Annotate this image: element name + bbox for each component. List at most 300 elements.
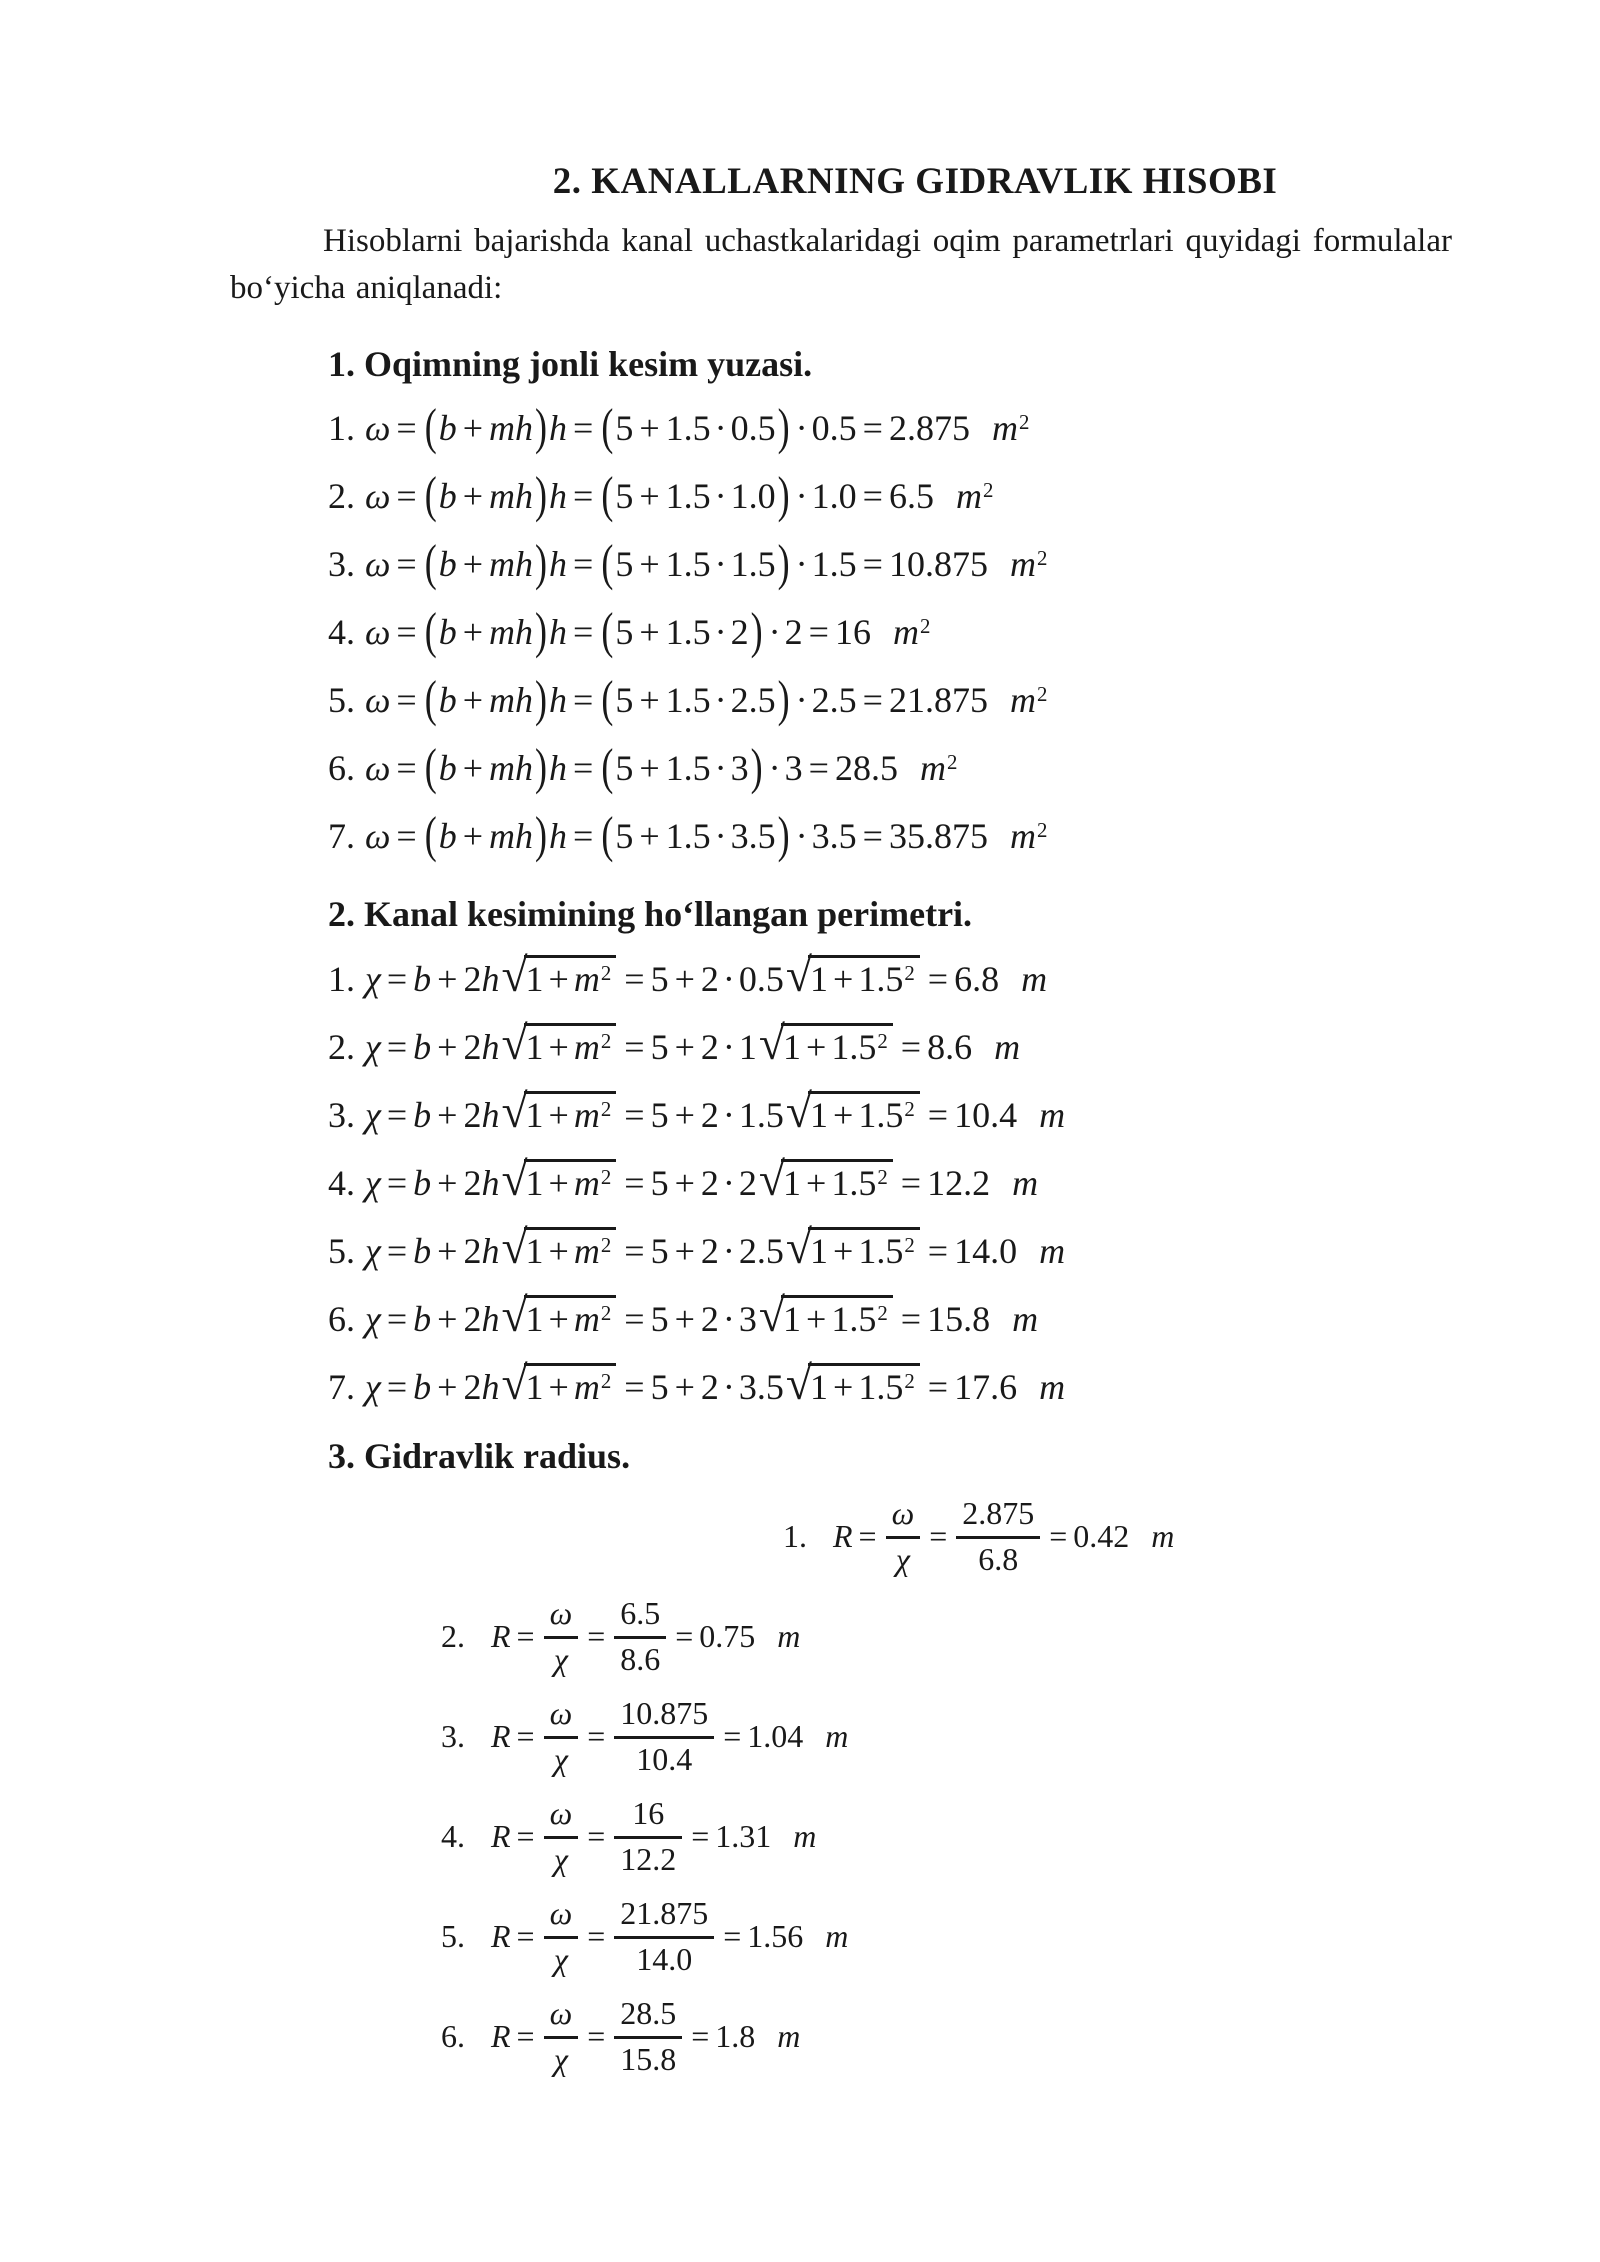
- equals-sign: =: [808, 612, 829, 652]
- plus-sign: +: [462, 748, 484, 788]
- equals-sign: =: [691, 1818, 710, 1854]
- result-value: 10.4: [954, 1095, 1018, 1135]
- depth-value: 3: [784, 748, 803, 788]
- result-value: 15.8: [927, 1299, 991, 1339]
- item-number: 3.: [328, 1095, 355, 1135]
- slope-value: 1.5: [831, 1163, 877, 1203]
- equals-sign: =: [858, 1518, 877, 1554]
- multiply-dot: ·: [722, 1095, 735, 1135]
- equals-sign: =: [396, 476, 417, 516]
- number-one: 1: [810, 1367, 828, 1407]
- result-value: 2.875: [888, 408, 970, 448]
- close-paren: ): [777, 806, 790, 863]
- equals-sign: =: [587, 1618, 606, 1654]
- var-R: R: [491, 1918, 511, 1954]
- unit-m: m: [1012, 1299, 1039, 1339]
- equals-sign: =: [386, 959, 408, 999]
- depth-value: 3.5: [811, 816, 857, 856]
- section-heading: 3. Gidravlik radius.: [328, 1436, 631, 1476]
- number-slope: 1.5: [665, 612, 711, 652]
- radicand: [781, 1023, 893, 1069]
- var-m: m: [573, 1027, 600, 1067]
- plus-sign: +: [639, 680, 660, 720]
- fraction-omega-chi: [544, 1696, 579, 1776]
- formula-item: [441, 1986, 1600, 2086]
- formula-item: [328, 1350, 1600, 1418]
- fraction-numerator: ω: [544, 1596, 579, 1638]
- superscript: 2: [600, 1164, 612, 1189]
- multiply-dot: ·: [795, 544, 808, 584]
- formula-item: [328, 734, 1600, 802]
- item-number: 2.: [328, 476, 355, 516]
- equals-sign: =: [929, 1518, 948, 1554]
- var-h: h: [549, 476, 568, 516]
- var-mh: mh: [489, 476, 534, 516]
- intro-paragraph: Hisoblarni bajarishda kanal uchastkalaridagi oqim parametrlari quyidagi formulalar bo‘yicha aniqlanadi:: [230, 223, 1452, 306]
- equals-sign: =: [862, 544, 883, 584]
- radical-sign: √: [785, 1222, 812, 1274]
- slope-value: 1.5: [858, 959, 904, 999]
- number-one: 1: [525, 1231, 544, 1271]
- number-one: 1: [810, 1231, 828, 1271]
- plus-sign: +: [674, 1231, 695, 1271]
- var-omega: ω: [365, 408, 391, 448]
- var-m: m: [573, 1163, 600, 1203]
- open-paren: (: [601, 466, 614, 523]
- var-h: h: [481, 1027, 500, 1067]
- number-base: 5: [650, 1299, 669, 1339]
- multiply-dot: ·: [714, 544, 727, 584]
- square-root: [501, 1222, 616, 1274]
- item-number: 3.: [441, 1718, 465, 1754]
- superscript: 2: [904, 1232, 915, 1257]
- multiply-dot: ·: [714, 408, 727, 448]
- equals-sign: =: [691, 2018, 710, 2054]
- slope-value: 1.5: [858, 1367, 904, 1407]
- square-root: [501, 1018, 616, 1070]
- fraction-denominator: 10.4: [636, 1740, 693, 1777]
- fraction-denominator: 15.8: [620, 2040, 677, 2077]
- var-omega: ω: [365, 612, 391, 652]
- equals-sign: =: [573, 612, 594, 652]
- plus-sign: +: [639, 408, 660, 448]
- equals-sign: =: [862, 408, 883, 448]
- fraction-numerator: ω: [544, 1896, 579, 1938]
- number-base: 5: [615, 544, 634, 584]
- square-root: [785, 1222, 920, 1274]
- unit-m: m: [825, 1918, 849, 1954]
- formula-item: [328, 1282, 1600, 1350]
- multiply-dot: ·: [722, 959, 735, 999]
- formula-list-chi: [328, 942, 1600, 1418]
- number-two: 2: [700, 1367, 719, 1407]
- plus-sign: +: [437, 1231, 458, 1271]
- var-omega: ω: [365, 544, 391, 584]
- result-value: 1.31: [715, 1818, 772, 1854]
- equals-sign: =: [723, 1718, 742, 1754]
- var-h: h: [481, 1095, 500, 1135]
- number-slope: 1.5: [665, 408, 711, 448]
- number-slope: 1.5: [665, 476, 711, 516]
- result-value: 6.5: [888, 476, 934, 516]
- square-root: [785, 1358, 920, 1410]
- radical-sign: √: [785, 950, 812, 1002]
- var-h: h: [549, 408, 568, 448]
- var-h: h: [481, 1367, 500, 1407]
- var-R: R: [491, 1618, 511, 1654]
- var-mh: mh: [489, 680, 534, 720]
- square-root: [501, 1358, 616, 1410]
- equals-sign: =: [516, 1818, 535, 1854]
- formula-item: [441, 1586, 1600, 1686]
- number-slope: 1.5: [665, 680, 711, 720]
- equals-sign: =: [516, 2018, 535, 2054]
- result-value: 10.875: [888, 544, 988, 584]
- multiply-dot: ·: [768, 748, 781, 788]
- var-b: b: [438, 816, 457, 856]
- fraction-values: [614, 1596, 666, 1676]
- multiply-dot: ·: [714, 476, 727, 516]
- square-root: [501, 1290, 616, 1342]
- var-b: b: [438, 748, 457, 788]
- fraction-numerator: ω: [544, 1996, 579, 2038]
- number-base: 5: [650, 1367, 669, 1407]
- number-two: 2: [463, 959, 482, 999]
- equals-sign: =: [386, 1095, 408, 1135]
- radicand: [524, 1091, 617, 1137]
- superscript: 2: [600, 960, 612, 985]
- equals-sign: =: [386, 1367, 408, 1407]
- open-paren: (: [601, 398, 614, 455]
- result-value: 8.6: [927, 1027, 973, 1067]
- fraction-values: [614, 1796, 682, 1876]
- superscript: 2: [946, 749, 958, 774]
- plus-sign: +: [674, 1095, 695, 1135]
- number-two: 2: [700, 1163, 719, 1203]
- square-root: [785, 1086, 920, 1138]
- equals-sign: =: [396, 408, 417, 448]
- section-heading: 2. Kanal kesimining ho‘llangan perimetri.: [328, 894, 973, 934]
- formula-item: [328, 530, 1600, 598]
- var-h: h: [481, 1163, 500, 1203]
- fraction-denominator: 14.0: [636, 1940, 693, 1977]
- depth-value: 1.5: [738, 1095, 784, 1135]
- equals-sign: =: [900, 1027, 922, 1067]
- close-paren: ): [777, 534, 790, 591]
- formula-item: [441, 1886, 1600, 1986]
- slope-value: 1.5: [831, 1299, 877, 1339]
- var-b: b: [438, 408, 457, 448]
- close-paren: ): [777, 466, 790, 523]
- number-base: 5: [650, 1163, 669, 1203]
- formula-item: [441, 1686, 1600, 1786]
- plus-sign: +: [437, 959, 458, 999]
- radical-sign: √: [501, 1358, 528, 1410]
- depth-value: 0.5: [730, 408, 776, 448]
- fraction-numerator: 6.5: [614, 1596, 666, 1638]
- depth-value: 3: [738, 1299, 757, 1339]
- number-one: 1: [525, 1163, 544, 1203]
- fraction-omega-chi: [544, 1896, 579, 1976]
- var-mh: mh: [489, 612, 534, 652]
- formula-list-omega: [328, 394, 1600, 870]
- var-omega: ω: [365, 816, 391, 856]
- equals-sign: =: [927, 1367, 949, 1407]
- superscript: 2: [877, 1028, 888, 1053]
- var-b: b: [438, 476, 457, 516]
- formula-item: [328, 1078, 1600, 1146]
- plus-sign: +: [548, 1095, 569, 1135]
- number-two: 2: [463, 1027, 482, 1067]
- fraction-omega-chi: [544, 1596, 579, 1676]
- unit-m: m: [777, 1618, 801, 1654]
- superscript: 2: [600, 1028, 612, 1053]
- formula-item: [328, 802, 1600, 870]
- plus-sign: +: [548, 1163, 569, 1203]
- plus-sign: +: [437, 1027, 458, 1067]
- equals-sign: =: [573, 544, 594, 584]
- close-paren: ): [535, 466, 548, 523]
- unit-m: m: [1021, 959, 1048, 999]
- result-value: 1.04: [747, 1718, 804, 1754]
- equals-sign: =: [516, 1718, 535, 1754]
- depth-value: 0.5: [811, 408, 857, 448]
- var-omega: ω: [365, 748, 391, 788]
- plus-sign: +: [462, 544, 484, 584]
- var-m: m: [573, 959, 600, 999]
- result-value: 12.2: [927, 1163, 991, 1203]
- depth-value: 1.5: [730, 544, 776, 584]
- plus-sign: +: [639, 544, 660, 584]
- square-root: [758, 1290, 893, 1342]
- equals-sign: =: [396, 544, 417, 584]
- radical-sign: √: [501, 1154, 528, 1206]
- equals-sign: =: [624, 1027, 645, 1067]
- open-paren: (: [601, 670, 614, 727]
- item-number: 5.: [441, 1918, 465, 1954]
- close-paren: ): [535, 398, 548, 455]
- close-paren: ): [777, 670, 790, 727]
- item-number: 1.: [328, 408, 355, 448]
- superscript: 2: [877, 1300, 888, 1325]
- result-value: 0.75: [699, 1618, 756, 1654]
- item-number: 5.: [328, 680, 355, 720]
- radicand: [524, 1363, 617, 1409]
- number-base: 5: [615, 476, 634, 516]
- number-base: 5: [615, 816, 634, 856]
- fraction-numerator: ω: [886, 1496, 921, 1538]
- plus-sign: +: [462, 612, 484, 652]
- fraction-denominator: 12.2: [620, 1840, 677, 1877]
- var-b: b: [413, 1231, 432, 1271]
- equals-sign: =: [862, 680, 883, 720]
- var-m: m: [573, 1367, 600, 1407]
- unit-m: m: [1009, 816, 1036, 856]
- var-chi: χ: [365, 959, 381, 999]
- fraction-numerator: 21.875: [614, 1896, 714, 1938]
- var-h: h: [481, 959, 500, 999]
- radicand: [808, 1363, 920, 1409]
- number-one: 1: [525, 1095, 544, 1135]
- item-number: 5.: [328, 1231, 355, 1271]
- item-number: 2.: [441, 1618, 465, 1654]
- open-paren: (: [601, 806, 614, 863]
- superscript: 2: [904, 1096, 915, 1121]
- plus-sign: +: [548, 1231, 569, 1271]
- depth-value: 1.0: [730, 476, 776, 516]
- superscript: 2: [877, 1164, 888, 1189]
- plus-sign: +: [462, 476, 484, 516]
- open-paren: (: [601, 534, 614, 591]
- radical-sign: √: [758, 1290, 785, 1342]
- item-number: 4.: [441, 1818, 465, 1854]
- open-paren: (: [424, 670, 437, 727]
- formula-item: [328, 1010, 1600, 1078]
- var-mh: mh: [489, 748, 534, 788]
- var-b: b: [413, 959, 432, 999]
- open-paren: (: [424, 534, 437, 591]
- item-number: 6.: [441, 2018, 465, 2054]
- formula-item: [441, 1786, 1600, 1886]
- var-chi: χ: [365, 1095, 381, 1135]
- equals-sign: =: [386, 1027, 408, 1067]
- fraction-values: [614, 1996, 682, 2076]
- plus-sign: +: [833, 1231, 854, 1271]
- radical-sign: √: [501, 1086, 528, 1138]
- item-number: 4.: [328, 1163, 355, 1203]
- equals-sign: =: [386, 1163, 408, 1203]
- open-paren: (: [424, 602, 437, 659]
- slope-value: 1.5: [858, 1095, 904, 1135]
- depth-value: 0.5: [738, 959, 784, 999]
- equals-sign: =: [386, 1299, 408, 1339]
- formula-item: [328, 666, 1600, 734]
- equals-sign: =: [862, 816, 883, 856]
- open-paren: (: [424, 738, 437, 795]
- var-chi: χ: [365, 1231, 381, 1271]
- number-one: 1: [525, 1299, 544, 1339]
- item-number: 7.: [328, 1367, 355, 1407]
- plus-sign: +: [548, 1299, 569, 1339]
- number-slope: 1.5: [665, 748, 711, 788]
- item-number: 1.: [783, 1518, 807, 1554]
- radicand: [524, 1023, 617, 1069]
- plus-sign: +: [833, 959, 854, 999]
- superscript: 2: [600, 1368, 612, 1393]
- plus-sign: +: [674, 959, 695, 999]
- number-two: 2: [700, 1027, 719, 1067]
- var-h: h: [481, 1299, 500, 1339]
- formula-item: [328, 1146, 1600, 1214]
- number-two: 2: [463, 1095, 482, 1135]
- equals-sign: =: [927, 959, 949, 999]
- number-two: 2: [463, 1299, 482, 1339]
- var-m: m: [573, 1231, 600, 1271]
- unit-m: m: [1009, 680, 1036, 720]
- close-paren: ): [535, 806, 548, 863]
- number-one: 1: [525, 1027, 544, 1067]
- unit-m: m: [1012, 1163, 1039, 1203]
- number-one: 1: [783, 1163, 801, 1203]
- var-h: h: [549, 544, 568, 584]
- plus-sign: +: [833, 1095, 854, 1135]
- radicand: [524, 1295, 617, 1341]
- square-root: [501, 1086, 616, 1138]
- radicand: [524, 1227, 617, 1273]
- fraction-denominator: 6.8: [978, 1540, 1019, 1577]
- item-number: 3.: [328, 544, 355, 584]
- superscript: 2: [600, 1300, 612, 1325]
- unit-m: m: [994, 1027, 1021, 1067]
- number-two: 2: [700, 1299, 719, 1339]
- fraction-numerator: ω: [544, 1796, 579, 1838]
- plus-sign: +: [806, 1299, 827, 1339]
- multiply-dot: ·: [722, 1027, 735, 1067]
- fraction-omega-chi: [544, 1996, 579, 2076]
- depth-value: 3.5: [730, 816, 776, 856]
- equals-sign: =: [624, 1163, 645, 1203]
- result-value: 14.0: [954, 1231, 1018, 1271]
- radicand: [808, 1227, 920, 1273]
- multiply-dot: ·: [795, 816, 808, 856]
- superscript: 2: [1036, 681, 1048, 706]
- var-chi: χ: [365, 1299, 381, 1339]
- close-paren: ): [535, 670, 548, 727]
- equals-sign: =: [573, 476, 594, 516]
- fraction-denominator: 8.6: [620, 1640, 661, 1677]
- unit-m: m: [892, 612, 919, 652]
- superscript: 2: [919, 613, 931, 638]
- open-paren: (: [601, 738, 614, 795]
- radicand: [781, 1159, 893, 1205]
- unit-m: m: [1151, 1518, 1175, 1554]
- fraction-denominator: χ: [895, 1540, 910, 1577]
- radicand: [781, 1295, 893, 1341]
- close-paren: ): [535, 602, 548, 659]
- equals-sign: =: [587, 1918, 606, 1954]
- radical-sign: √: [785, 1086, 812, 1138]
- depth-value: 2: [738, 1163, 757, 1203]
- number-one: 1: [783, 1027, 801, 1067]
- result-value: 1.56: [747, 1918, 804, 1954]
- formula-item: [328, 942, 1600, 1010]
- unit-m: m: [793, 1818, 817, 1854]
- unit-m: m: [991, 408, 1018, 448]
- multiply-dot: ·: [795, 680, 808, 720]
- superscript: 2: [904, 960, 915, 985]
- plus-sign: +: [462, 816, 484, 856]
- plus-sign: +: [806, 1163, 827, 1203]
- superscript: 2: [1036, 817, 1048, 842]
- var-mh: mh: [489, 816, 534, 856]
- var-b: b: [413, 1367, 432, 1407]
- fraction-denominator: χ: [553, 1840, 568, 1877]
- equals-sign: =: [396, 612, 417, 652]
- fraction-numerator: 2.875: [956, 1496, 1040, 1538]
- equals-sign: =: [573, 680, 594, 720]
- slope-value: 1.5: [831, 1027, 877, 1067]
- open-paren: (: [601, 602, 614, 659]
- depth-value: 2: [784, 612, 803, 652]
- number-base: 5: [650, 1231, 669, 1271]
- var-R: R: [491, 1718, 511, 1754]
- item-number: 2.: [328, 1027, 355, 1067]
- equals-sign: =: [1049, 1518, 1068, 1554]
- number-one: 1: [525, 1367, 544, 1407]
- var-h: h: [549, 612, 568, 652]
- section-heading: 1. Oqimning jonli kesim yuzasi.: [328, 344, 813, 384]
- plus-sign: +: [806, 1027, 827, 1067]
